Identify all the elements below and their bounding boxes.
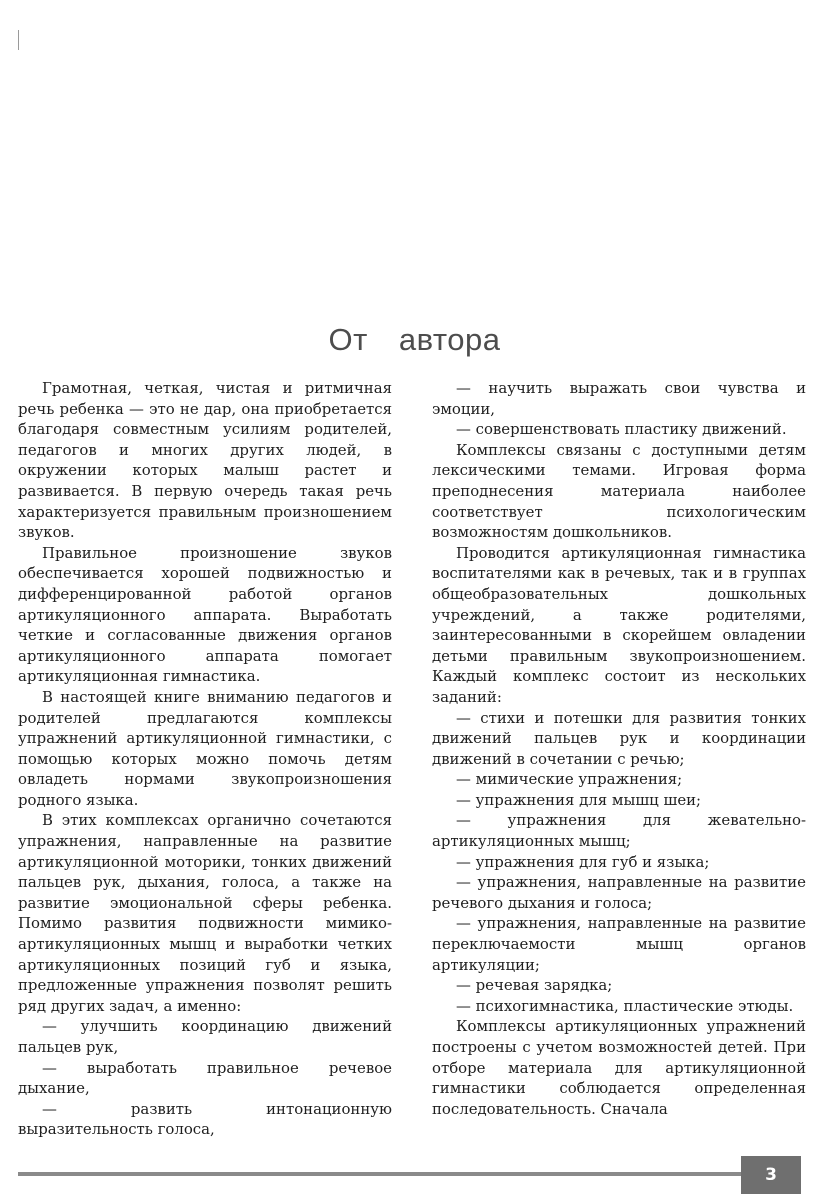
paragraph: Проводится артикуляционная гимнастика воспитателями как в речевых, так и в группах общеобразовательных дошкольных учреждений, а также родителями, заинтересованными в скорейшем овладении детьми правильным звукопроизношением. Каждый комплекс состоит из нескольких заданий: bbox=[432, 543, 806, 706]
list-item: — научить выражать свои чувства и эмоции, bbox=[432, 379, 806, 418]
paragraph: В этих комплексах органично сочетаются упражнения, направленные на развитие артикуляционной моторики, тонких движений пальцев рук, дыхания, голоса, а также на развитие эмоциональной сферы ребенка. Помимо развития подвижности мимико-артикуляционных мышц и выработки четких артикуляционных позиций губ и языка, предложенные упражнения позволят решить ряд других задач, а именно: bbox=[18, 811, 392, 1015]
paragraph: Грамотная, четкая, чистая и ритмичная речь ребенка — это не дар, она приобретается благодаря совместным усилиям родителей, педагогов и многих других людей, в окружении которых малыш растет и развивается. В первую очередь такая речь характеризуется правильным произношением звуков. bbox=[18, 379, 392, 542]
paragraph: В настоящей книге вниманию педагогов и родителей предлагаются комплексы упражнений артикуляционной гимнастики, с помощью которых можно помочь детям овладеть нормами звукопроизношения родного языка. bbox=[18, 687, 392, 809]
list-item: — стихи и потешки для развития тонких движений пальцев рук и координации движений в сочетании с речью; bbox=[432, 708, 806, 768]
left-column bbox=[18, 378, 392, 1140]
footer-rule bbox=[18, 1172, 741, 1176]
list-item: — выработать правильное речевое дыхание, bbox=[18, 1058, 392, 1098]
page-number: 3 bbox=[741, 1156, 801, 1194]
paragraph: Комплексы связаны с доступными детям лексическими темами. Игровая форма преподнесения материала наиболее соответствует психологическим возможностям дошкольников. bbox=[432, 440, 806, 542]
list-item: — мимические упражнения; bbox=[456, 770, 683, 789]
list-item: — совершенствовать пластику движений. bbox=[456, 420, 787, 439]
right-column bbox=[432, 378, 806, 1119]
list-item: — улучшить координацию движений пальцев рук, bbox=[18, 1017, 392, 1056]
list-item: — психогимнастика, пластические этюды. bbox=[456, 996, 794, 1015]
list-item: — упражнения для жевательно-артикуляционных мышц; bbox=[432, 811, 806, 851]
corner-crop-mark bbox=[18, 30, 19, 50]
paragraph: Правильное произношение звуков обеспечивается хорошей подвижностью и дифференцированной работой органов артикуляционного аппарата. Выработать четкие и согласованные движения органов артикуляционного аппарата помогает артикуляционная гимнастика. bbox=[18, 543, 392, 686]
list-item: — упражнения для губ и языка; bbox=[456, 852, 710, 871]
list-item: — развить интонационную выразительность голоса, bbox=[18, 1099, 392, 1139]
page-title: От автора bbox=[328, 322, 501, 357]
list-item: — речевая зарядка; bbox=[456, 976, 613, 995]
list-item: — упражнения, направленные на развитие переключаемости мышц органов артикуляции; bbox=[432, 914, 806, 974]
list-item: — упражнения, направленные на развитие речевого дыхания и голоса; bbox=[432, 873, 806, 912]
list-item: — упражнения для мышц шеи; bbox=[456, 790, 702, 809]
paragraph: Комплексы артикуляционных упражнений построены с учетом возможностей детей. При отборе материала для артикуляционной гимнастики соблюдается определенная последовательность. Сначала bbox=[432, 1017, 806, 1118]
